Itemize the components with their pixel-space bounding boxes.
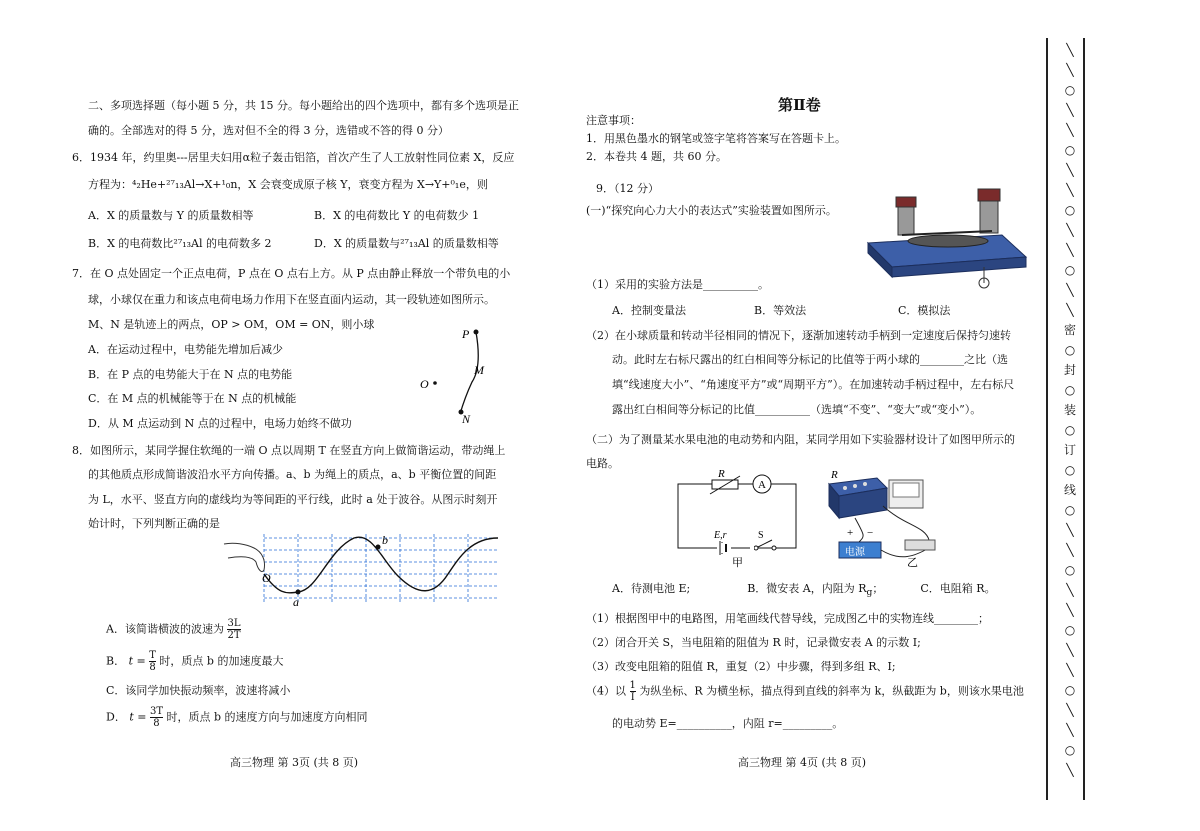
seal-line-column: ╲ ╲ ○ ╲ ╲ ○ ╲ ╲ ○ ╲ ╲ ○ ╲ ╲ 密 ○ 封 ○ 装 ○ 订 ○ 线 ○ ╲ ╲ ○ ╲ ╲ ○ ╲ ╲ ○ ╲ ╲ ○ ╲ <box>1058 40 1082 798</box>
q8-b-text: 时，质点 b 的加速度最大 <box>159 654 284 668</box>
q6-option-a: A．X 的质量数与 Y 的质量数相等 <box>88 209 254 222</box>
section-title: 二、多项选择题（每小题 5 分，共 15 分。每小题给出的四个选项中，都有多个选项是正 <box>88 99 519 112</box>
q7-trajectory-figure <box>410 322 500 432</box>
q8-d-fraction <box>150 706 163 729</box>
q6-option-d: D．X 的质量数与²⁷₁₃Al 的质量数相等 <box>314 237 499 250</box>
frac-den: 2T <box>227 630 241 641</box>
label-m: M <box>474 363 484 377</box>
label-a: a <box>293 595 299 609</box>
part1-q1: （1）采用的实验方法是__________。 <box>586 278 769 291</box>
label-o: O <box>262 571 271 585</box>
frac-num: T <box>149 650 156 661</box>
hand-outline <box>224 543 265 571</box>
q8-option-a <box>106 618 241 641</box>
seal-char-mi: 密 <box>1063 323 1076 337</box>
seal-border-right <box>1083 38 1085 800</box>
label-switch: S <box>758 530 764 541</box>
equipment-a: A．待测电池 E; <box>612 582 691 595</box>
frac-num: 3L <box>227 618 241 629</box>
note-1: 1．用黑色墨水的钢笔或签字笔将答案写在答题卡上。 <box>586 132 846 145</box>
point-o-dot <box>433 381 437 385</box>
part2-q4-post: 为纵坐标、R 为横坐标，描点得到直线的斜率为 k，纵截距为 b，则该水果电池 <box>639 684 1024 698</box>
label-p: P <box>462 327 470 341</box>
q6-stem-line2: 方程为：⁴₂He+²⁷₁₃Al→X+¹₀n，X 会衰变成原子核 Y，衰变方程为 X→Y+⁰₁e，则 <box>88 178 488 191</box>
part2-q2: （2）闭合开关 S，当电阻箱的阻值为 R 时，记录微安表 A 的示数 I; <box>586 636 921 649</box>
part1-q2-line2: 动。此时左右标尺露出的红白相间等分标记的比值等于两小球的________之比（选 <box>612 353 1008 366</box>
label-b: b <box>382 533 388 547</box>
seal-char-feng: 封 <box>1063 363 1076 377</box>
point-p-dot <box>474 330 479 335</box>
label-yi: 乙 <box>907 556 918 569</box>
q7-option-c: C．在 M 点的机械能等于在 N 点的机械能 <box>88 392 297 405</box>
equipment-b-end: ； <box>872 582 884 595</box>
part2-q1: （1）根据图甲中的电路图，用笔画线代替导线，完成图乙中的实物连线________； <box>586 612 989 625</box>
equipment-c: C．电阻箱 R。 <box>920 582 996 595</box>
part1-intro: (一)“探究向心力大小的表达式”实验装置如图所示。 <box>586 204 837 217</box>
q8-d-text: 时，质点 b 的速度方向与加速度方向相同 <box>166 710 368 724</box>
option-control-variable: A．控制变量法 <box>612 304 686 317</box>
label-r: R <box>718 468 725 480</box>
part1-q2-line4: 露出红白相间等分标记的比值__________（选填“不变”、“变大”或“变小”）。 <box>612 403 982 416</box>
label-emf: E,r <box>714 530 727 541</box>
frac-den: I <box>630 692 635 703</box>
part2-q4-fraction <box>630 680 636 703</box>
q8-b-t: t = <box>128 654 146 668</box>
q6-stem-line1: 6．1934 年，约里奥---居里夫妇用α粒子轰击铝箔，首次产生了人工放射性同位素 X，反应 <box>72 151 515 164</box>
q8-wave-figure <box>222 530 502 610</box>
seal-char-zhuang: 装 <box>1063 403 1076 417</box>
q8-option-c: C．该同学加快振动频率，波速将减小 <box>106 684 291 697</box>
q8-b-fraction <box>149 650 156 673</box>
label-source: 电源 <box>845 547 865 558</box>
left-page-footer: 高三物理 第 3页 (共 8 页) <box>230 756 359 769</box>
q8-option-b <box>106 650 283 673</box>
frac-num: 1 <box>629 680 636 691</box>
label-plus: + <box>847 527 854 539</box>
centripetal-apparatus-image <box>862 183 1032 295</box>
part2-intro-line2: 电路。 <box>586 457 619 470</box>
q8-stem-line3: 为 L，水平、竖直方向的虚线均为等间距的平行线，此时 a 处于波谷。从图示时刻开 <box>88 493 498 506</box>
frac-den: 8 <box>153 718 160 729</box>
q8-stem-line4: 始计时，下列判断正确的是 <box>88 517 220 530</box>
right-page-footer: 高三物理 第 4页 (共 8 页) <box>738 756 867 769</box>
label-r2: R <box>831 469 838 481</box>
seal-pattern-top: ╲ ╲ ○ ╲ ╲ ○ ╲ ╲ ○ ╲ ╲ ○ ╲ ╲ <box>1064 43 1076 317</box>
equipment-b-subscript: g <box>866 587 873 599</box>
part2-q3: （3）改变电阻箱的阻值 R，重复（2）中步骤，得到多组 R、I; <box>586 660 896 673</box>
circuit-diagram-jia <box>670 466 810 572</box>
q8-stem-line1: 8．如图所示，某同学握住软绳的一端 O 点以周期 T 在竖直方向上做简谐运动，带动绳上 <box>72 444 506 457</box>
label-jia: 甲 <box>732 556 743 569</box>
seal-char-ding: 订 <box>1063 443 1076 457</box>
q6-option-b: B．X 的电荷数比 Y 的电荷数少 1 <box>314 209 480 222</box>
label-n: N <box>462 412 471 426</box>
part1-q2-line1: （2）在小球质量和转动半径相同的情况下，逐渐加速转动手柄到一定速度后保持匀速转 <box>586 329 1011 342</box>
point-b-dot <box>376 545 381 550</box>
option-simulation: C．模拟法 <box>898 304 951 317</box>
option-equivalent: B．等效法 <box>754 304 807 317</box>
q7-option-d: D．从 M 点运动到 N 点的过程中，电场力始终不做功 <box>88 417 352 430</box>
q8-a-fraction <box>227 618 240 641</box>
q7-stem-line3: M、N 是轨迹上的两点，OP > OM，OM = ON，则小球 <box>88 318 375 331</box>
wave-curve <box>264 537 498 593</box>
note-2: 2．本卷共 4 题，共 60 分。 <box>586 150 727 163</box>
part1-q2-line3: 填“线速度大小”、“角速度平方”或“周期平方”）。在加速转动手柄过程中，左右标尺 <box>612 378 1015 391</box>
q8-d-label: D． <box>106 710 126 724</box>
q9-heading: 9．（12 分） <box>596 182 659 195</box>
equipment-b: B．微安表 A，内阻为 R <box>747 582 867 595</box>
circuit-photo-yi <box>825 466 955 572</box>
q7-option-b: B．在 P 点的电势能大于在 N 点的电势能 <box>88 368 293 381</box>
part2-q4-line2: 的电动势 E=__________，内阻 r=_________。 <box>612 717 844 730</box>
label-ammeter: A <box>758 479 766 491</box>
part2-q4 <box>586 680 1024 703</box>
seal-pattern-bottom: ○ ╲ ╲ ○ ╲ ╲ ○ ╲ ╲ ○ ╲ ╲ ○ ╲ <box>1064 503 1076 777</box>
point-a-dot <box>296 590 301 595</box>
q8-b-label: B． <box>106 654 126 668</box>
equipment-list <box>612 580 996 598</box>
q8-option-d <box>106 706 368 729</box>
q6-option-c: B．X 的电荷数比²⁷₁₃Al 的电荷数多 2 <box>88 237 272 250</box>
label-minus: − <box>867 527 874 539</box>
q8-d-t: t = <box>129 710 147 724</box>
q8-a-text: A．该简谐横波的波速为 <box>106 622 224 636</box>
seal-char-xian: 线 <box>1063 483 1076 497</box>
part2-intro-line1: （二）为了测量某水果电池的电动势和内阻，某同学用如下实验器材设计了如图甲所示的 <box>586 433 1015 446</box>
frac-num: 3T <box>149 706 164 717</box>
frac-den: 8 <box>149 662 156 673</box>
notes-heading: 注意事项： <box>586 114 641 127</box>
section-ii-title: 第Ⅱ卷 <box>778 96 821 114</box>
q7-stem-line2: 球，小球仅在重力和该点电荷电场力作用下在竖直面内运动，其一段轨迹如图所示。 <box>88 293 495 306</box>
q7-option-a: A．在运动过程中，电势能先增加后减少 <box>88 343 283 356</box>
section-title-line2: 确的。全部选对的得 5 分，选对但不全的得 3 分，选错或不答的得 0 分） <box>88 124 449 137</box>
q8-stem-line2: 的其他质点形成简谐波沿水平方向传播。a、b 为绳上的质点，a、b 平衡位置的间距 <box>88 468 497 481</box>
seal-border-left <box>1046 38 1048 800</box>
part2-q4-pre: （4）以 <box>586 684 626 698</box>
label-o: O <box>420 377 429 391</box>
q7-stem-line1: 7．在 O 点处固定一个正点电荷，P 点在 O 点右上方。从 P 点由静止释放一个带负电的小 <box>72 267 511 280</box>
